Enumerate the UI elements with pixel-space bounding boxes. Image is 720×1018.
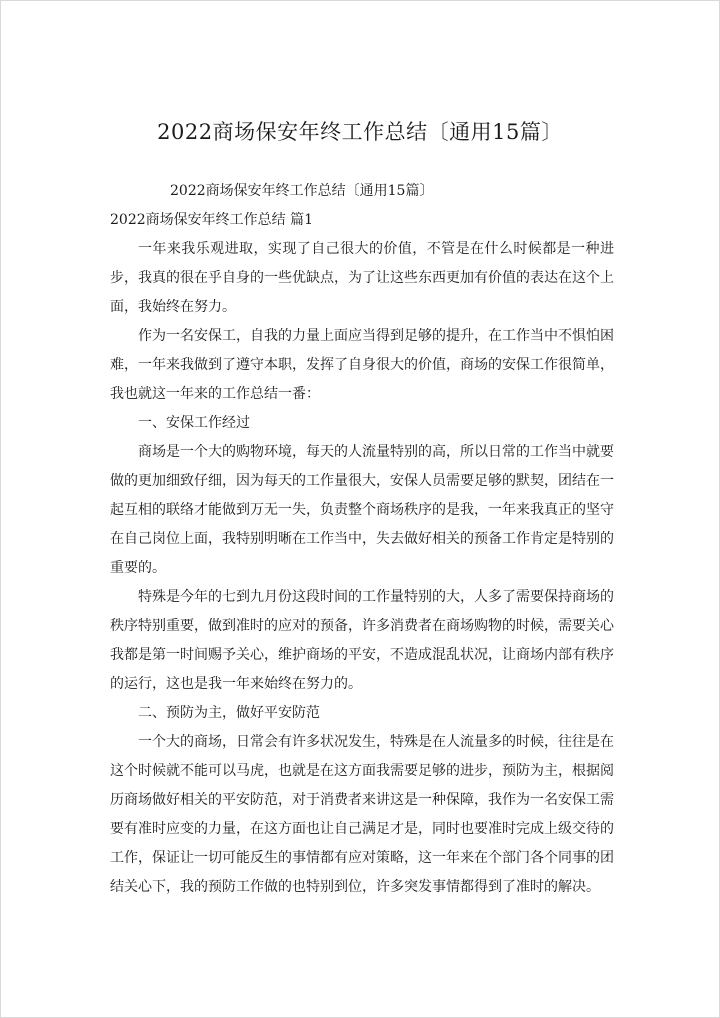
- document-subtitle: 2022商场保安年终工作总结〔通用15篇〕: [170, 183, 434, 199]
- paragraph: 一年来我乐观进取，实现了自己很大的价值，不管是在什么时候都是一种进步，我真的很在乎自身的一些优缺点，为了让这些东西更加有价值的表达在这个上面，我始终在努力。: [110, 241, 614, 315]
- paragraph: 一个大的商场，日常会有许多状况发生，特殊是在人流量多的时候，往往是在这个时候就不能可以马虎，也就是在这方面我需要足够的进步，预防为主，根据阅历商场做好相关的平安防范，对于消费者来讲这是一种保障，我作为一名安保工需要有准时应变的力量，在这方面也让自己满足才是，同时也要准时完成上级交待的工作，保证让一切可能反生的事情都有应对策略，这一年来在个部门各个同事的团结关心下，我的预防工作做的也特别到位，许多突发事情都得到了准时的解决。: [110, 734, 614, 895]
- subsection-heading: 二、预防为主，做好平安防范: [138, 705, 320, 721]
- document-title: 2022商场保安年终工作总结〔通用15篇〕: [157, 120, 563, 144]
- paragraph: 特殊是今年的七到九月份这段时间的工作量特别的大，人多了需要保持商场的秩序特别重要，做到准时的应对的预备，许多消费者在商场购物的时候，需要关心我都是第一时间赐予关心，维护商场的平安，不造成混乱状况，让商场内部有秩序的运行，这也是我一年来始终在努力的。: [110, 589, 614, 692]
- subsection-heading: 一、安保工作经过: [138, 415, 250, 431]
- paragraph: 作为一名安保工，自我的力量上面应当得到足够的提升，在工作当中不惧怕困难，一年来我做到了遵守本职，发挥了自身很大的价值，商场的安保工作很简单，我也就这一年来的工作总结一番：: [110, 328, 614, 402]
- document-body: [110, 177, 614, 902]
- section-heading: 2022商场保安年终工作总结 篇1: [110, 212, 313, 228]
- paragraph: 商场是一个大的购物环境，每天的人流量特别的高，所以日常的工作当中就要做的更加细致仔细，因为每天的工作量很大，安保人员需要足够的默契，团结在一起互相的联络才能做到万无一失，负责整个商场秩序的是我，一年来我真正的坚守在自己岗位上面，我特别明晰在工作当中，失去做好相关的预备工作肯定是特别的重要的。: [110, 444, 614, 576]
